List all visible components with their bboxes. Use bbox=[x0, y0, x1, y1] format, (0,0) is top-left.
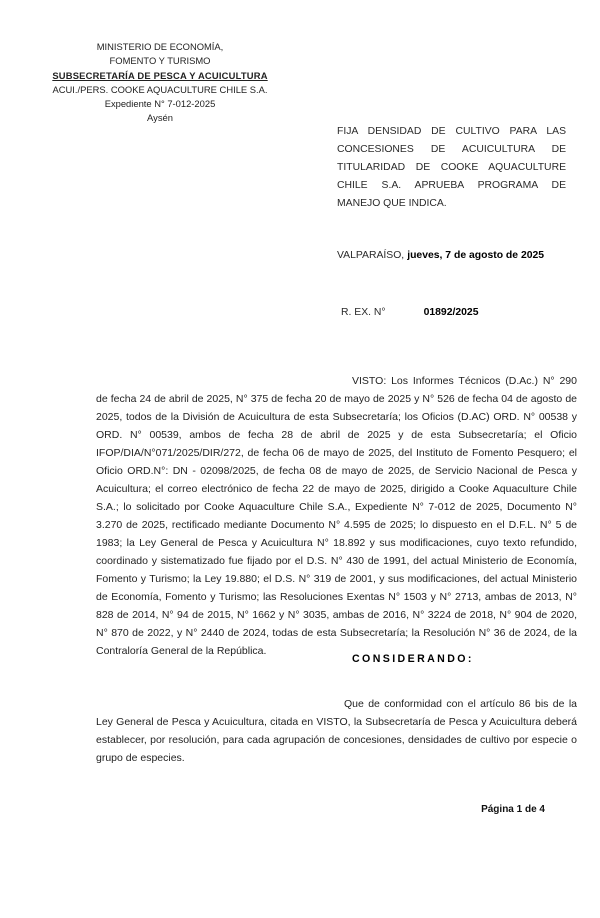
page-number-indicator: Página 1 de 4 bbox=[481, 804, 545, 815]
resolution-number-label: R. EX. N° bbox=[341, 307, 386, 318]
ministry-line-2: FOMENTO Y TURISMO bbox=[109, 55, 211, 67]
resolution-number-line bbox=[341, 304, 478, 322]
resolution-title: FIJA DENSIDAD DE CULTIVO PARA LAS CONCESIONES DE ACUICULTURA DE TITULARIDAD DE COOKE AQUACULTURE CHILE S.A. APRUEBA PROGRAMA DE MANEJO QUE INDICA. bbox=[337, 126, 566, 209]
ministry-line-1: MINISTERIO DE ECONOMÍA, bbox=[96, 41, 224, 52]
unit-line: ACUI./PERS. COOKE AQUACULTURE CHILE S.A. bbox=[52, 83, 268, 95]
expediente-line: Expediente N° 7-012-2025 bbox=[104, 98, 216, 110]
considerando-heading: CONSIDERANDO: bbox=[352, 653, 474, 665]
place-date-line bbox=[337, 247, 544, 265]
letterhead bbox=[35, 40, 285, 126]
resolution-number-value: 01892/2025 bbox=[423, 307, 479, 318]
visto-paragraph: VISTO: Los Informes Técnicos (D.Ac.) N° 290 de fecha 24 de abril de 2025, N° 375 de fecha 20 de mayo de 2025 y N° 526 de fecha 04 de agosto de 2025, todos de la División de Acuicultura de esta Subsecretaría; los Oficios (D.AC) ORD. N° 00538 y ORD. N° 00539, ambos de fecha 28 de abril de 2025 y de esta Subsecretaría; el Oficio IFOP/DIA/N°071/2025/DIR/272, de fecha 06 de mayo de 2025, del Instituto de Fomento Pesquero; el Oficio ORD.N°: DN - 02098/2025, de fecha 08 de mayo de 2025, de Servicio Nacional de Pesca y Acuicultura; el correo electrónico de fecha 22 de mayo de 2025, dirigido a Cooke Aquaculture Chile S.A.; lo solicitado por Cooke Aquaculture Chile S.A., Expediente N° 7-012 de 2025, Documento N° 3.270 de 2025, rectificado mediante Documento N° 4.595 de 2025; lo dispuesto en el D.F.L. N° 5 de 1983; la Ley General de Pesca y Acuicultura N° 18.892 y sus modificaciones, cuyo texto refundido, coordinado y sistematizado fue fijado por el D.S. N° 430 de 1991, del actual Ministerio de Economía, Fomento y Turismo; la Ley 19.880; el D.S. N° 319 de 2001, y sus modificaciones, del actual Ministerio de Economía, Fomento y Turismo; las Resoluciones Exentas N° 1503 y N° 2713, ambas de 2013, N° 828 de 2014, N° 94 de 2015, N° 1662 y N° 3035, ambas de 2016, N° 3224 de 2018, N° 904 de 2020, N° 870 de 2022, y N° 2440 de 2024, todas de esta Subsecretaría; la Resolución N° 36 de 2024, de la Contraloría General de la República. bbox=[96, 375, 577, 657]
subsecretaria-line: SUBSECRETARÍA DE PESCA Y ACUICULTURA bbox=[52, 69, 268, 81]
considerando-paragraph: Que de conformidad con el artículo 86 bis de la Ley General de Pesca y Acuicultura, citada en VISTO, la Subsecretaría de Pesca y Acuicultura deberá establecer, por resolución, para cada agrupación de concesiones, densidades de cultivo por especie o grupo de especies. bbox=[96, 698, 577, 764]
date-value: jueves, 7 de agosto de 2025 bbox=[407, 250, 545, 261]
region-line: Aysén bbox=[147, 112, 173, 124]
place-label: VALPARAÍSO, bbox=[337, 250, 405, 261]
